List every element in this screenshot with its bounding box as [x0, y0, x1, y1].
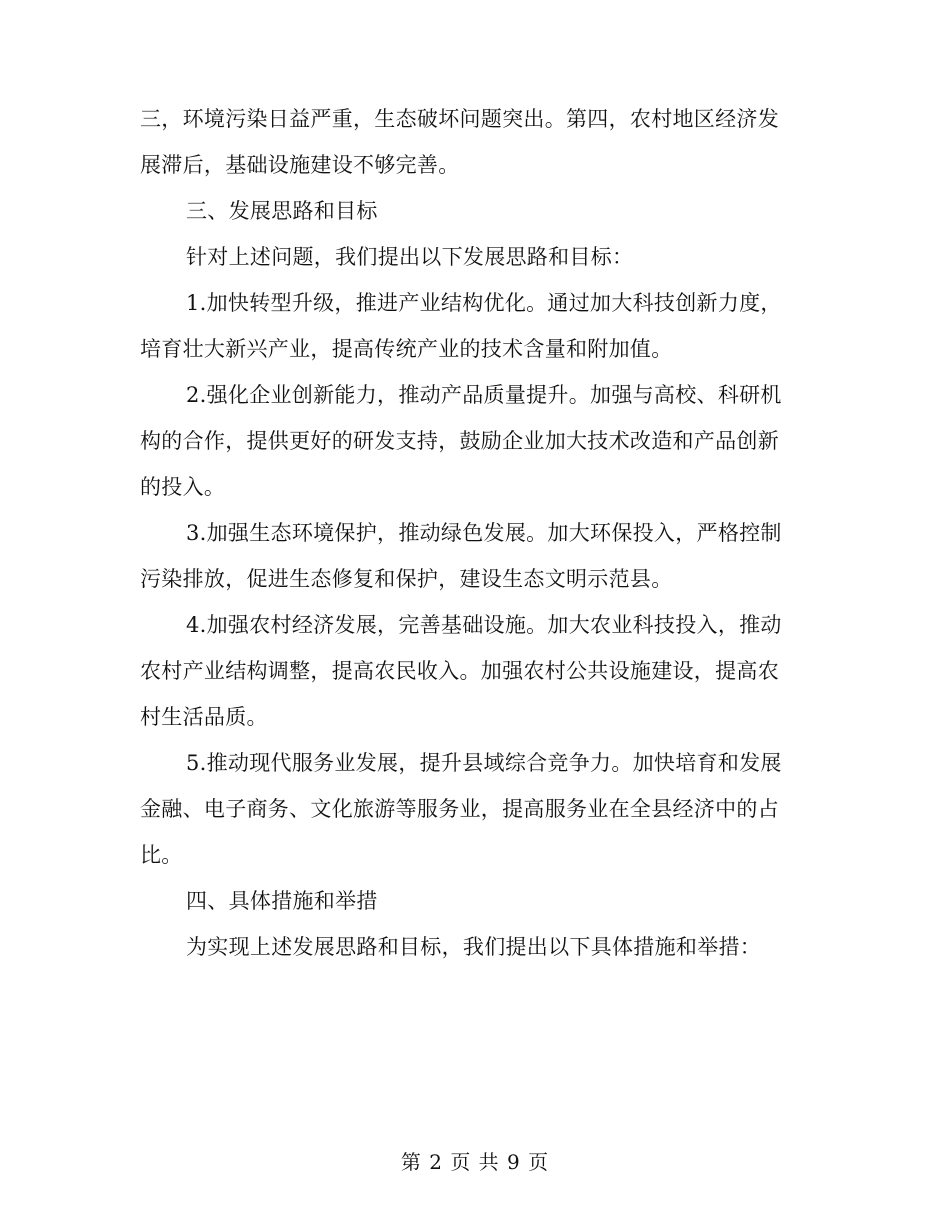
text-line: 培育壮大新兴产业，提高传统产业的技术含量和附加值。	[140, 337, 673, 361]
paragraph-p3	[140, 234, 800, 280]
text-line: 2.强化企业创新能力，推动产品质量提升。加强与高校、科研机	[186, 383, 782, 407]
paragraph-p7	[140, 602, 800, 740]
text-line: 4.加强农村经济发展，完善基础设施。加大农业科技投入，推动	[186, 613, 782, 637]
paragraph-p5	[140, 372, 800, 510]
text-line: 农村产业结构调整，提高农民收入。加强农村公共设施建设，提高农	[140, 659, 779, 683]
text-line: 三、发展思路和目标	[186, 199, 378, 223]
text-line: 村生活品质。	[140, 705, 268, 729]
paragraph-p1	[140, 96, 800, 188]
text-line: 1.加快转型升级，推进产业结构优化。通过加大科技创新力度，	[186, 291, 782, 315]
paragraph-p6	[140, 510, 800, 602]
text-line: 的投入。	[140, 475, 226, 499]
paragraph-p9	[140, 878, 800, 924]
text-line: 构的合作，提供更好的研发支持，鼓励企业加大技术改造和产品创新	[140, 429, 779, 453]
text-line: 四、具体措施和举措	[186, 889, 378, 913]
text-line: 5.推动现代服务业发展，提升县域综合竞争力。加快培育和发展	[186, 751, 782, 775]
text-line: 针对上述问题，我们提出以下发展思路和目标：	[186, 245, 634, 269]
text-line: 三，环境污染日益严重，生态破坏问题突出。第四，农村地区经济发	[140, 107, 779, 131]
text-line: 为实现上述发展思路和目标，我们提出以下具体措施和举措：	[186, 935, 762, 959]
paragraph-p8	[140, 740, 800, 878]
text-line: 3.加强生态环境保护，推动绿色发展。加大环保投入，严格控制	[186, 521, 782, 545]
paragraph-p4	[140, 280, 800, 372]
paragraph-p2	[140, 188, 800, 234]
text-line: 污染排放，促进生态修复和保护，建设生态文明示范县。	[140, 567, 673, 591]
text-line: 金融、电子商务、文化旅游等服务业，提高服务业在全县经济中的占	[140, 797, 779, 821]
page-footer	[0, 1146, 950, 1175]
text-line: 展滞后，基础设施建设不够完善。	[140, 153, 460, 177]
page-number-label: 第 2 页 共 9 页	[400, 1150, 550, 1174]
paragraph-p10	[140, 924, 800, 970]
document-body	[140, 96, 800, 970]
text-line: 比。	[140, 843, 183, 867]
